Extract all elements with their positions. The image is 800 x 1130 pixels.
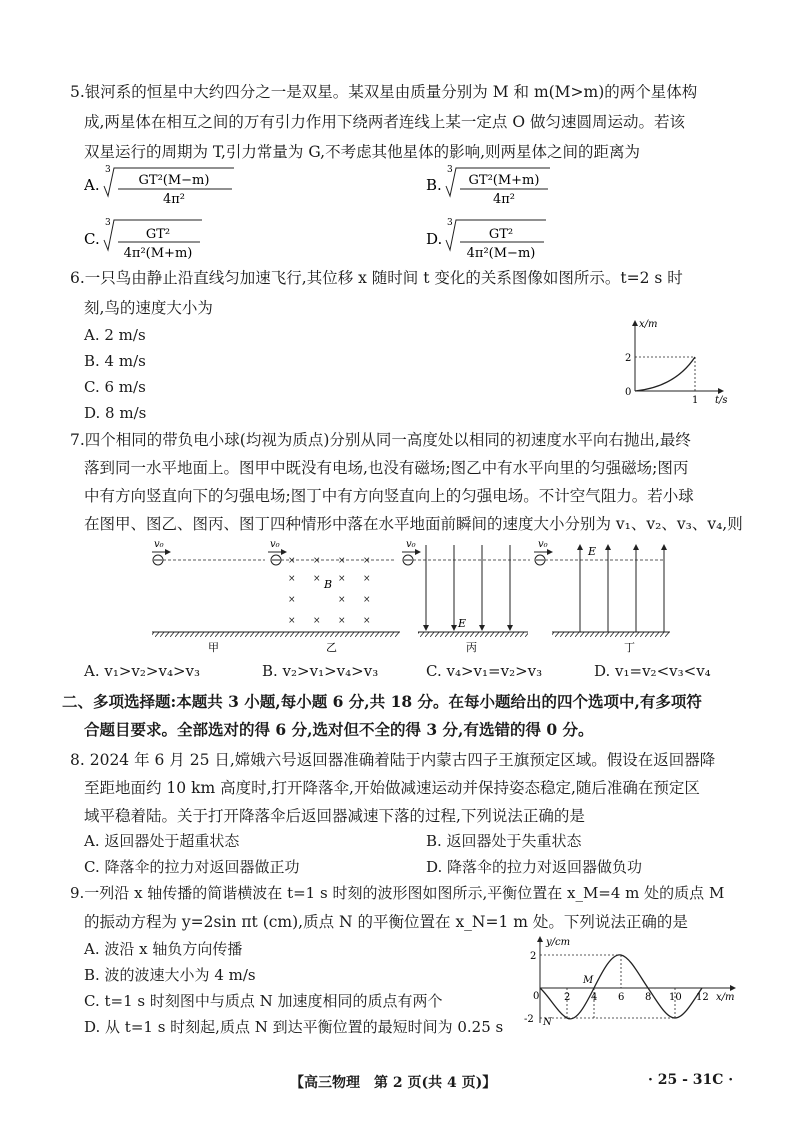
q9-line-2: 的振动方程为 y=2sin πt (cm),质点 N 的平衡位置在 x_N=1 m 处。下列说法正确的是: [84, 913, 688, 931]
svg-text:4π²: 4π²: [162, 192, 186, 207]
q9-wave-graph: [520, 933, 750, 1033]
q5-option-c: [84, 218, 202, 261]
svg-text:x/m: x/m: [639, 319, 658, 330]
q7-option-d: D. v₁=v₂<v₃<v₄: [594, 662, 711, 680]
svg-text:×: ×: [313, 556, 321, 566]
q7-line-2: 落到同一水平地面上。图甲中既没有电场,也没有磁场;图乙中有水平向里的匀强磁场;图丙: [84, 459, 689, 477]
svg-text:3: 3: [105, 218, 111, 228]
svg-text:N: N: [543, 1017, 552, 1028]
svg-text:×: ×: [363, 595, 371, 605]
svg-text:4: 4: [591, 992, 598, 1003]
svg-text:×: ×: [288, 574, 296, 584]
q6-option-c: C. 6 m/s: [84, 378, 146, 396]
q9-option-b: B. 波的波速大小为 4 m/s: [84, 966, 256, 984]
svg-text:E: E: [458, 617, 467, 630]
q6-line-1: 6.一只鸟由静止沿直线匀加速飞行,其位移 x 随时间 t 变化的关系图像如图所示。t=2 s 时: [70, 269, 683, 287]
svg-text:0: 0: [533, 991, 540, 1002]
q7-panel-ding: [534, 539, 670, 654]
svg-text:y/cm: y/cm: [546, 937, 571, 948]
q8-option-d: D. 降落伞的拉力对返回器做负功: [426, 858, 643, 876]
svg-text:A.: A.: [84, 176, 100, 194]
q9-option-d: D. 从 t=1 s 时刻起,质点 N 到达平衡位置的最短时间为 0.25 s: [84, 1018, 504, 1036]
q7-line-3: 中有方向竖直向下的匀强电场;图丁中有方向竖直向上的匀强电场。不计空气阻力。若小球: [84, 487, 694, 505]
q8-line-1: 8. 2024 年 6 月 25 日,嫦娥六号返回器准确着陆于内蒙古四子王旗预定区域。假设在返回器降: [70, 751, 716, 769]
svg-text:×: ×: [288, 616, 296, 626]
svg-text:2: 2: [564, 992, 571, 1003]
svg-text:×: ×: [338, 595, 346, 605]
q8-line-2: 至距地面约 10 km 高度时,打开降落伞,开始做减速运动并保持姿态稳定,随后准确在预定区: [84, 779, 700, 797]
section2-heading-line-2: 合题目要求。全部选对的得 6 分,选对但不全的得 3 分,有选错的得 0 分。: [84, 720, 594, 739]
svg-text:2: 2: [530, 951, 537, 962]
svg-text:12: 12: [696, 992, 709, 1003]
q7-panel-bing: [402, 539, 530, 654]
q5-option-b: [426, 165, 550, 207]
q8-line-3: 域平稳着陆。关于打开降落伞后返回器减速下落的过程,下列说法正确的是: [84, 807, 585, 825]
svg-text:C.: C.: [84, 230, 100, 248]
q9-option-c: C. t=1 s 时刻图中与质点 N 加速度相同的质点有两个: [84, 992, 443, 1010]
svg-text:-2: -2: [524, 1014, 534, 1025]
svg-text:2: 2: [625, 353, 632, 364]
q7-line-4: 在图甲、图乙、图丙、图丁四种情形中落在水平地面前瞬间的速度大小分别为 v₁、v₂、v₃、v₄,则: [84, 515, 743, 533]
svg-text:×: ×: [363, 616, 371, 626]
svg-text:D.: D.: [426, 230, 443, 248]
svg-text:v₀: v₀: [538, 539, 548, 550]
q8-option-a: A. 返回器处于超重状态: [84, 832, 240, 850]
q5-option-d: [426, 218, 546, 261]
q5-option-a: [84, 165, 234, 207]
svg-text:丙: 丙: [466, 641, 477, 654]
q5-line-1: 5.银河系的恒星中大约四分之一是双星。某双星由质量分别为 M 和 m(M>m)的两个星体构: [70, 83, 698, 101]
paper-code: · 25 - 31C ·: [648, 1072, 734, 1088]
svg-text:E: E: [588, 545, 597, 558]
q9-line-1: 9.一列沿 x 轴传播的简谐横波在 t=1 s 时刻的波形图如图所示,平衡位置在 x_M=4 m 处的质点 M: [70, 884, 725, 902]
q6-option-a: A. 2 m/s: [84, 326, 146, 344]
svg-text:×: ×: [313, 574, 321, 584]
svg-text:4π²: 4π²: [492, 192, 516, 207]
svg-text:×: ×: [313, 616, 321, 626]
q7-line-1: 7.四个相同的带负电小球(均视为质点)分别从同一高度处以相同的初速度水平向右抛出,最终: [70, 431, 691, 449]
section2-heading-line-1: 二、多项选择题:本题共 3 小题,每小题 6 分,共 18 分。在每小题给出的四个选项中,有多项符: [62, 692, 702, 711]
svg-text:丁: 丁: [624, 641, 635, 654]
q5-line-3: 双星运行的周期为 T,引力常量为 G,不考虑其他星体的影响,则两星体之间的距离为: [84, 143, 641, 161]
q6-curve: [635, 357, 695, 391]
svg-text:10: 10: [669, 992, 682, 1003]
q7-option-a: A. v₁>v₂>v₄>v₃: [84, 662, 201, 680]
q7-panel-jia: [152, 539, 270, 654]
svg-text:B: B: [324, 578, 333, 591]
svg-text:×: ×: [338, 574, 346, 584]
q8-option-b: B. 返回器处于失重状态: [426, 832, 582, 850]
svg-text:t/s: t/s: [715, 395, 728, 406]
svg-text:×: ×: [288, 556, 296, 566]
q6-line-2: 刻,鸟的速度大小为: [84, 299, 213, 317]
q7-panel-yi: [268, 539, 400, 654]
svg-text:×: ×: [363, 556, 371, 566]
q6-option-d: D. 8 m/s: [84, 404, 147, 422]
svg-text:1: 1: [692, 395, 699, 406]
svg-text:4π²(M−m): 4π²(M−m): [466, 246, 536, 261]
svg-text:×: ×: [288, 595, 296, 605]
svg-text:6: 6: [618, 992, 625, 1003]
q8-option-c: C. 降落伞的拉力对返回器做正功: [84, 858, 300, 876]
svg-text:GT²: GT²: [488, 227, 514, 242]
q7-option-b: B. v₂>v₁>v₄>v₃: [262, 662, 379, 680]
svg-text:×: ×: [338, 556, 346, 566]
q6-xt-graph: [615, 315, 735, 415]
svg-text:v₀: v₀: [270, 539, 280, 550]
svg-text:×: ×: [338, 616, 346, 626]
svg-text:8: 8: [645, 992, 652, 1003]
svg-text:v₀: v₀: [406, 539, 416, 550]
svg-text:甲: 甲: [208, 641, 219, 654]
svg-text:乙: 乙: [326, 641, 337, 654]
svg-text:GT²(M+m): GT²(M+m): [468, 173, 540, 188]
svg-text:3: 3: [447, 165, 453, 175]
svg-text:GT²: GT²: [145, 227, 171, 242]
q9-option-a: A. 波沿 x 轴负方向传播: [84, 940, 243, 958]
svg-text:v₀: v₀: [154, 539, 164, 550]
q7-figure: [140, 535, 700, 655]
svg-text:3: 3: [105, 165, 111, 175]
svg-text:x/m: x/m: [716, 992, 735, 1003]
q5-options: [84, 162, 604, 262]
svg-text:4π²(M+m): 4π²(M+m): [123, 246, 193, 261]
svg-text:GT²(M−m): GT²(M−m): [138, 173, 210, 188]
q7-option-c: C. v₄>v₁=v₂>v₃: [426, 662, 543, 680]
svg-text:0: 0: [625, 387, 632, 398]
svg-text:×: ×: [363, 574, 371, 584]
svg-text:3: 3: [447, 218, 453, 228]
q6-option-b: B. 4 m/s: [84, 352, 146, 370]
svg-text:M: M: [583, 975, 594, 986]
svg-text:B.: B.: [426, 176, 442, 194]
page-footer: 【高三物理 第 2 页(共 4 页)】: [290, 1075, 497, 1091]
q5-line-2: 成,两星体在相互之间的万有引力作用下绕两者连线上某一定点 O 做匀速圆周运动。若该: [84, 113, 685, 131]
